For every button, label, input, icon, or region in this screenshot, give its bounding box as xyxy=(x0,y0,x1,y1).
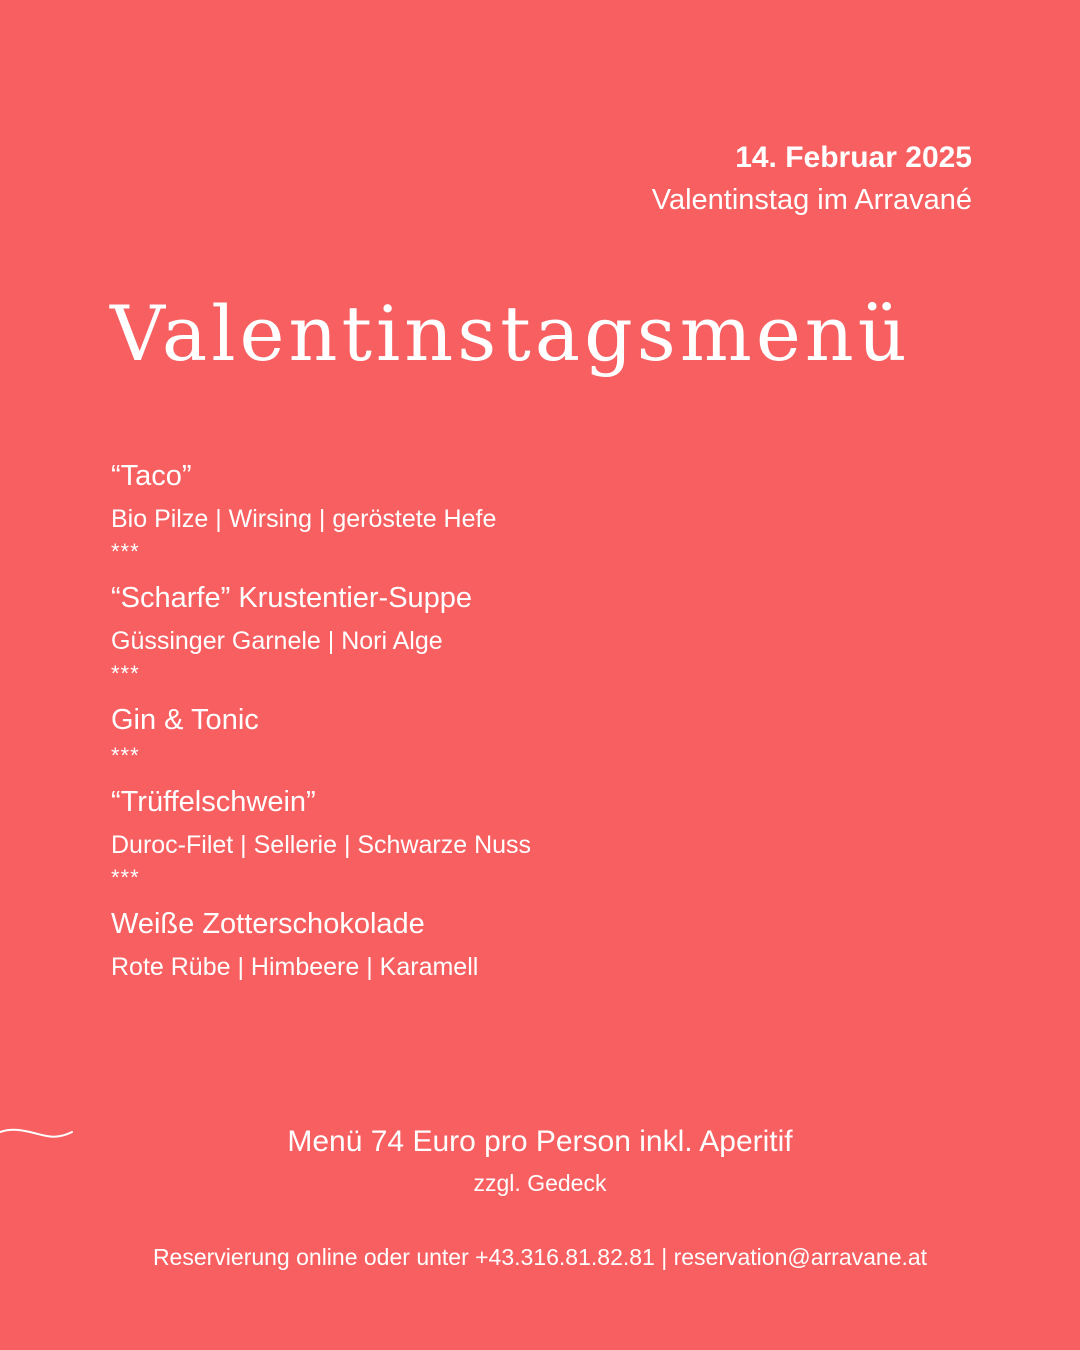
menu-price: Menü 74 Euro pro Person inkl. Aperitif xyxy=(287,1125,793,1158)
course-description: Bio Pilze | Wirsing | geröstete Hefe xyxy=(111,505,497,533)
price-block xyxy=(0,1120,1080,1202)
course-separator: *** xyxy=(111,865,140,890)
menu-list xyxy=(111,454,971,986)
course-name: “Trüffelschwein” xyxy=(111,786,316,818)
course-separator: *** xyxy=(111,743,140,768)
price-note: zzgl. Gedeck xyxy=(473,1170,607,1196)
course-separator: *** xyxy=(111,539,140,564)
course-description: Rote Rübe | Himbeere | Karamell xyxy=(111,953,479,981)
course-separator: *** xyxy=(111,661,140,686)
course-description: Duroc-Filet | Sellerie | Schwarze Nuss xyxy=(111,831,532,859)
event-date: 14. Februar 2025 xyxy=(735,141,972,174)
header xyxy=(652,138,972,222)
page-title: Valentinstagsmenü xyxy=(110,289,911,378)
course-item xyxy=(111,576,971,660)
course-item xyxy=(111,780,971,864)
course-item xyxy=(111,698,971,742)
course-item xyxy=(111,454,971,538)
course-name: “Scharfe” Krustentier-Suppe xyxy=(111,582,473,614)
course-name: “Taco” xyxy=(111,460,192,492)
course-item xyxy=(111,902,971,986)
event-subtitle: Valentinstag im Arravané xyxy=(651,184,972,216)
reservation-contact: Reservierung online oder unter +43.316.81.82.81 | reservation@arravane.at xyxy=(152,1244,928,1270)
course-name: Gin & Tonic xyxy=(111,704,259,736)
course-name: Weiße Zotterschokolade xyxy=(111,908,425,940)
course-description: Güssinger Garnele | Nori Alge xyxy=(111,627,443,655)
